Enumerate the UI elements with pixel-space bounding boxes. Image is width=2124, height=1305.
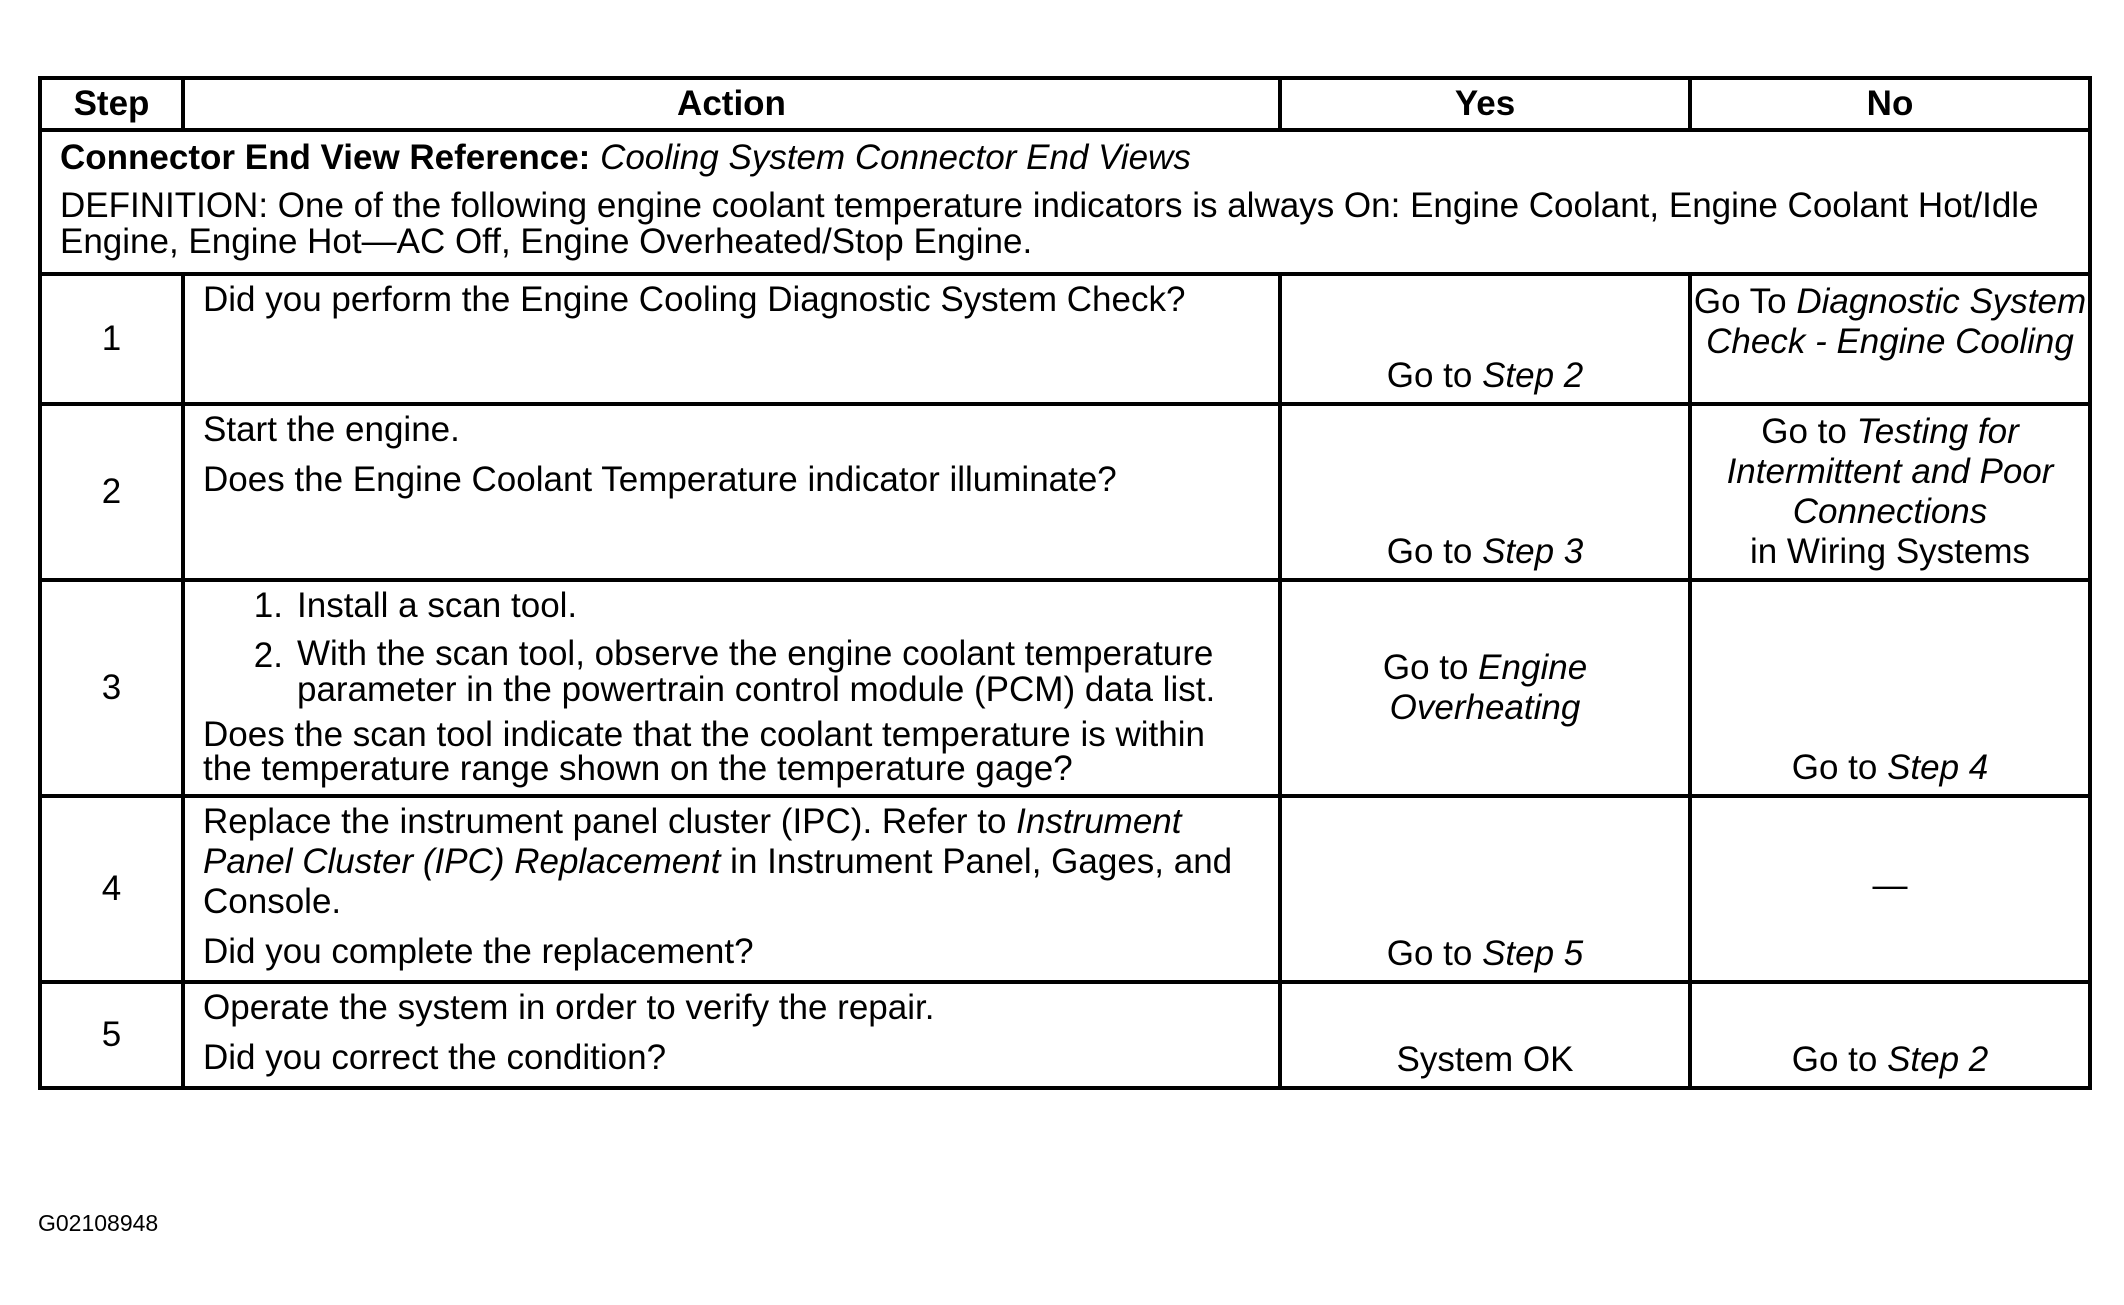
no-cell [1690, 580, 2090, 796]
list-number: 1. [253, 586, 283, 625]
action-text: Did you perform the Engine Cooling Diagnostic System Check? [203, 280, 1186, 319]
no-cell [1690, 982, 2090, 1088]
action-question: Did you correct the condition? [203, 1038, 667, 1077]
no-cell [1690, 274, 2090, 404]
table-row [40, 796, 2090, 982]
instruction-list [203, 586, 1260, 708]
yes-cell: System OK [1280, 982, 1690, 1088]
list-number: 2. [253, 636, 283, 675]
table-row [40, 580, 2090, 796]
header-yes: Yes [1280, 78, 1690, 130]
header-action: Action [183, 78, 1280, 130]
definition-text: DEFINITION: One of the following engine coolant temperature indicators is always On: Engine Coolant, Engine Coolant Hot/Idle Engine, Engine Hot—AC Off, Engine Overheated/Stop Engine. [60, 186, 2039, 261]
header-no: No [1690, 78, 2090, 130]
header-step: Step [40, 78, 183, 130]
diagnostic-table [38, 76, 2092, 1090]
step-number: 5 [40, 982, 183, 1088]
action-cell [183, 580, 1280, 796]
reference-link[interactable]: Cooling System Connector End Views [600, 138, 1191, 177]
no-prefix: Go to [1791, 748, 1888, 787]
action-text: Start the engine. [203, 410, 460, 449]
header-row [40, 78, 2090, 130]
action-cell [183, 274, 1280, 404]
reference-row [40, 130, 2090, 274]
connector-reference [60, 138, 2070, 178]
no-link[interactable]: Testing for Intermittent and Poor Connections [1726, 412, 2054, 531]
yes-cell [1280, 580, 1690, 796]
yes-prefix: Go to [1386, 532, 1483, 571]
no-prefix: Go To [1693, 282, 1797, 321]
no-prefix: Go to [1791, 1040, 1888, 1079]
yes-cell [1280, 796, 1690, 982]
list-text: Install a scan tool. [297, 586, 578, 625]
yes-prefix: Go to [1386, 356, 1483, 395]
action-text: Operate the system in order to verify the repair. [203, 988, 935, 1027]
action-text-b: in Instrument Panel, Gages, and Console. [203, 842, 1233, 921]
no-link[interactable]: Step 2 [1887, 1040, 1989, 1079]
no-suffix: in Wiring Systems [1749, 532, 2031, 571]
reference-label: Connector End View Reference: [60, 138, 591, 177]
action-text [203, 802, 1260, 922]
action-cell [183, 982, 1280, 1088]
action-cell [183, 404, 1280, 580]
yes-cell [1280, 274, 1690, 404]
yes-cell [1280, 404, 1690, 580]
step-number: 4 [40, 796, 183, 982]
step-number: 3 [40, 580, 183, 796]
table-row [40, 274, 2090, 404]
no-cell [1690, 404, 2090, 580]
yes-link[interactable]: Step 3 [1482, 532, 1584, 571]
action-cell [183, 796, 1280, 982]
step-number: 1 [40, 274, 183, 404]
yes-link[interactable]: Engine Overheating [1389, 648, 1588, 727]
action-question: Did you complete the replacement? [203, 932, 754, 971]
action-question: Does the Engine Coolant Temperature indicator illuminate? [203, 460, 1117, 499]
table-row [40, 982, 2090, 1088]
reference-cell [40, 130, 2090, 274]
action-ref-link[interactable]: Instrument Panel Cluster (IPC) Replacement [203, 802, 1182, 881]
list-item [203, 636, 1260, 708]
action-question: Does the scan tool indicate that the coolant temperature is within the temperature range shown on the temperature gage? [203, 715, 1205, 788]
no-prefix: Go to [1761, 412, 1857, 451]
yes-link[interactable]: Step 5 [1482, 934, 1584, 973]
figure-id: G02108948 [38, 1210, 159, 1236]
list-item [203, 586, 1260, 626]
no-link[interactable]: Step 4 [1887, 748, 1989, 787]
yes-prefix: Go to [1382, 648, 1479, 687]
table-row [40, 404, 2090, 580]
no-cell: — [1690, 796, 2090, 982]
no-link[interactable]: Diagnostic System Check - Engine Cooling [1706, 282, 2087, 361]
list-text: With the scan tool, observe the engine coolant temperature parameter in the powertrain control module (PCM) data list. [297, 634, 1216, 709]
yes-link[interactable]: Step 2 [1482, 356, 1584, 395]
action-text-a: Replace the instrument panel cluster (IPC). Refer to [203, 802, 1017, 841]
step-number: 2 [40, 404, 183, 580]
yes-prefix: Go to [1386, 934, 1483, 973]
